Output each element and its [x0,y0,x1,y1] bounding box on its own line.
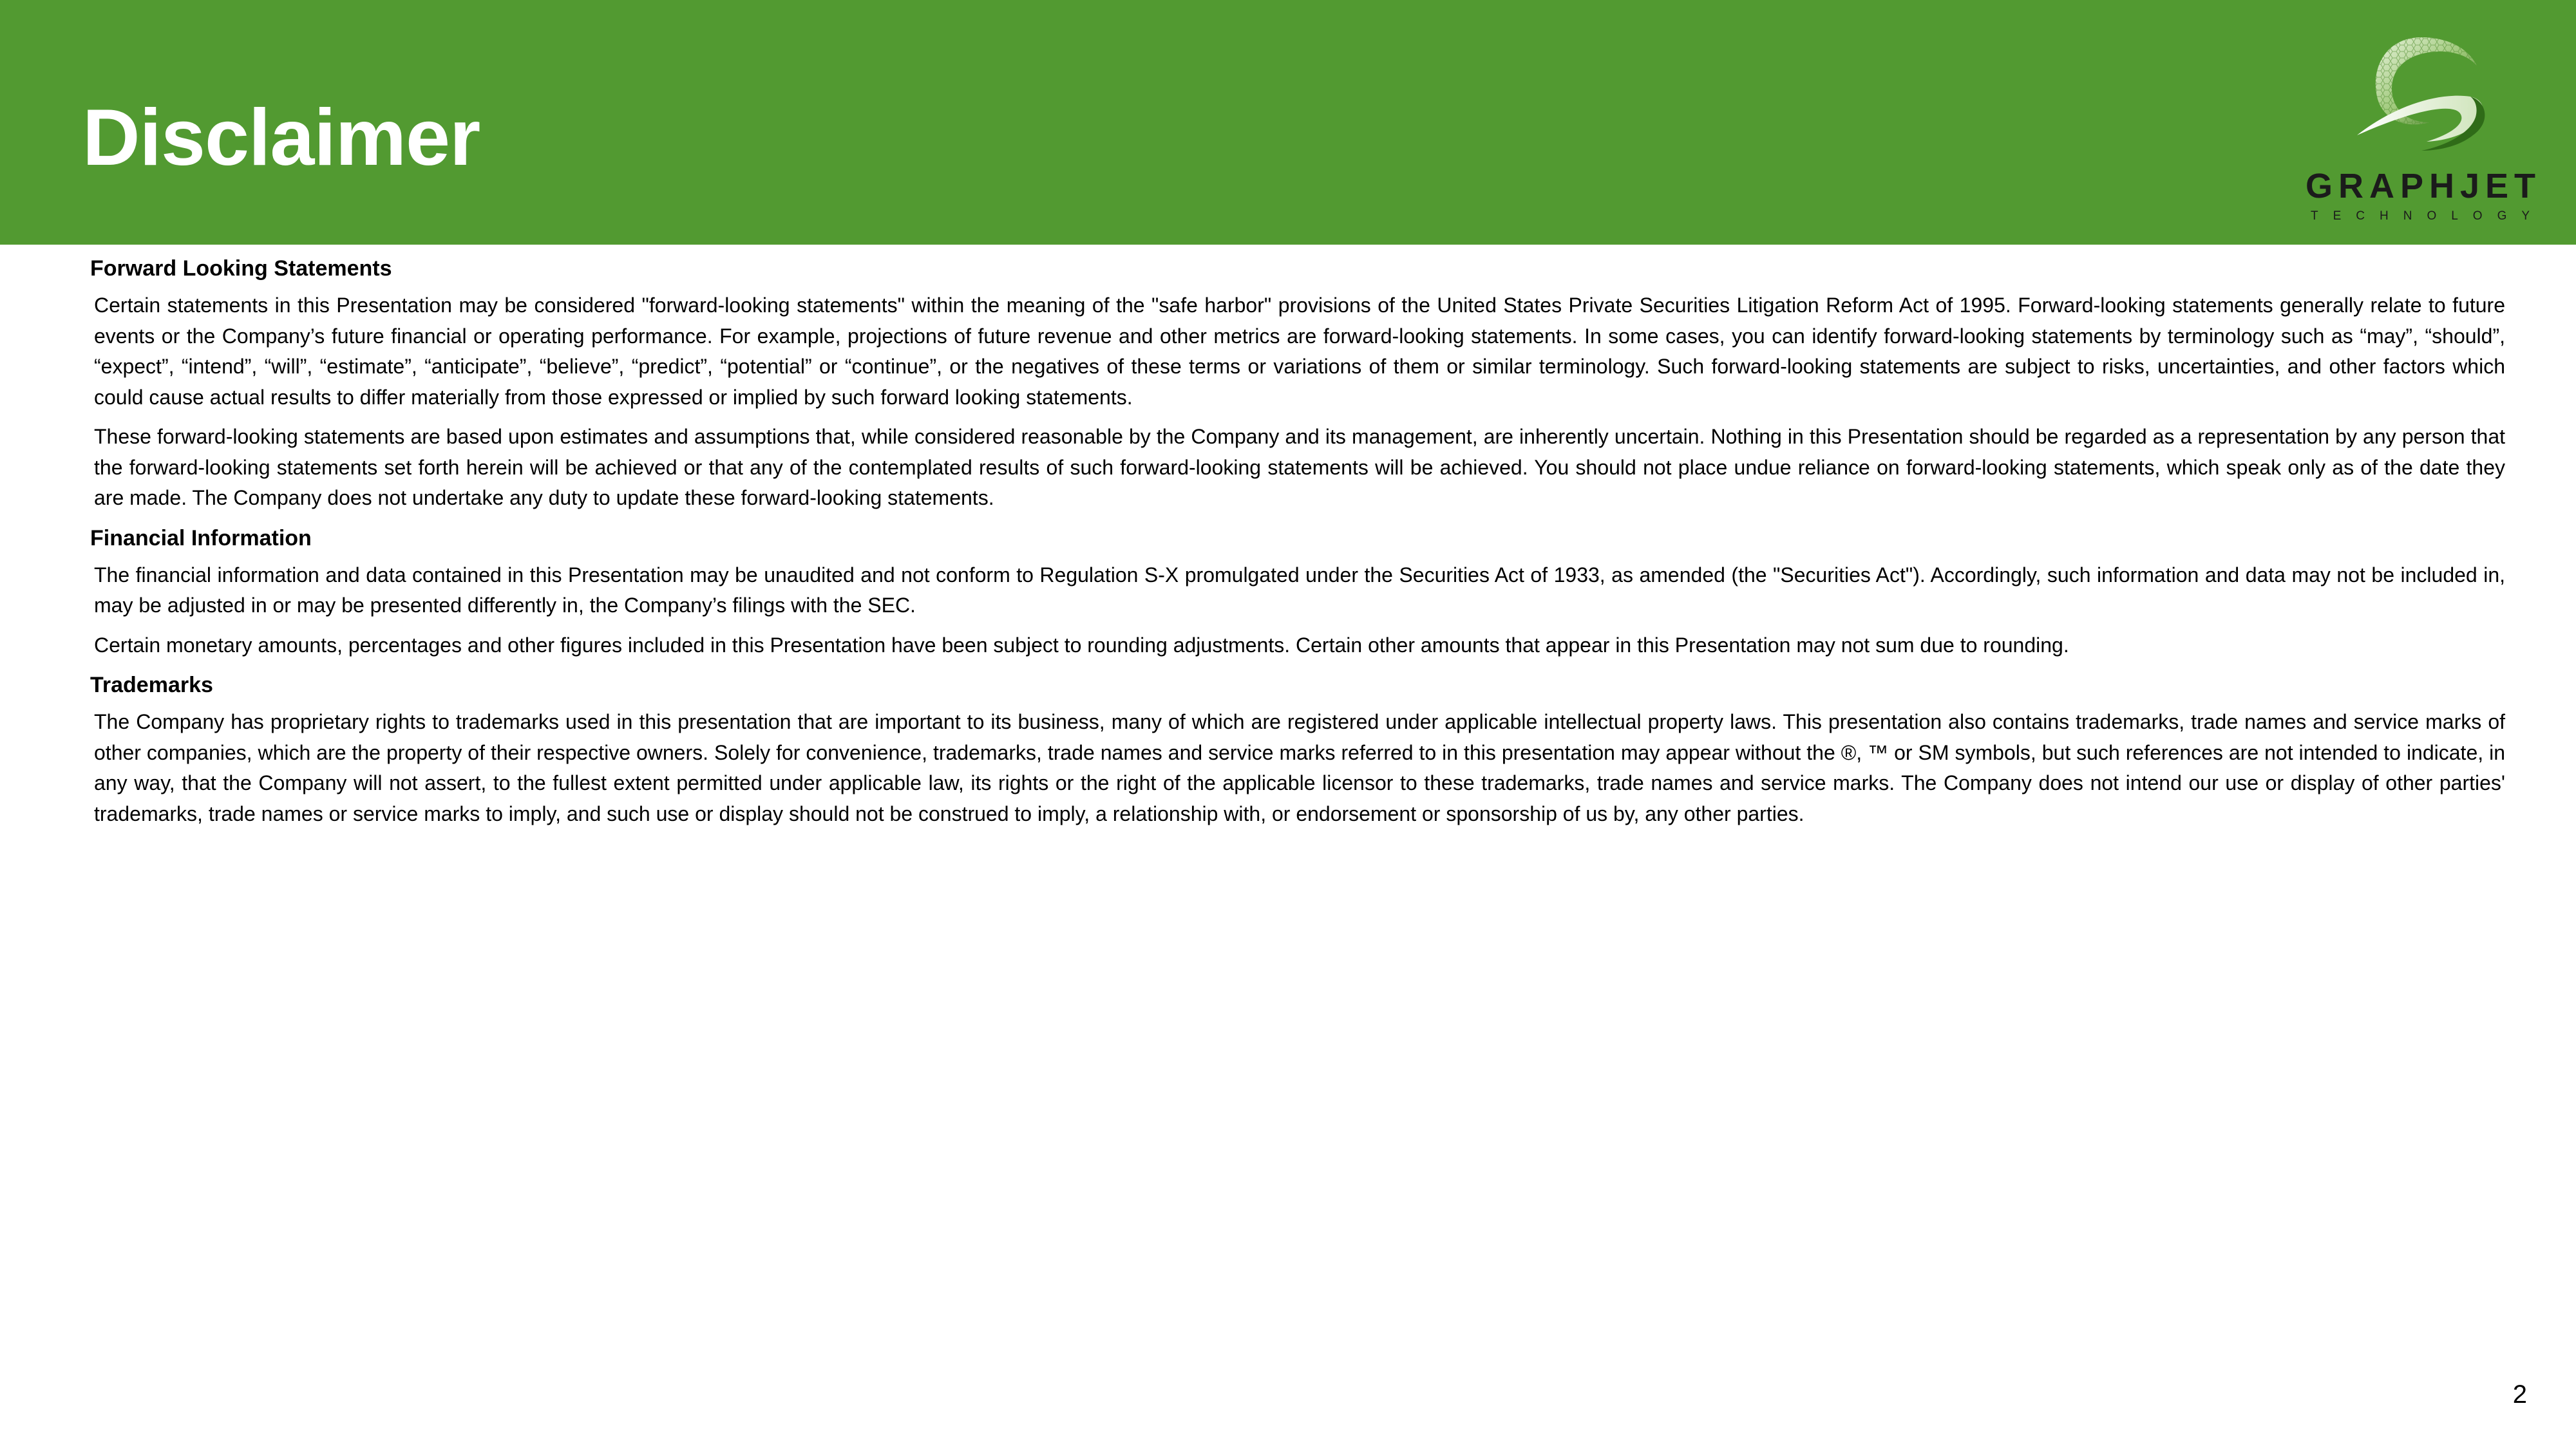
paragraph-forward-looking-2: These forward-looking statements are based upon estimates and assumptions that, while considered reasonable by the Company and its management, are inherently uncertain. Nothing in this Presentation should be regarded as a representation by any person that the forward-looking statements set forth herein will be achieved or that any of the contemplated results of such forward-looking statements will be achieved. You should not place undue reliance on forward-looking statements, which speak only as of the date they are made. The Company does not undertake any duty to update these forward-looking statements. [94,425,2505,509]
logo-wordmark: GRAPHJET [2306,167,2542,205]
graphjet-swoosh-logo-icon [2344,32,2499,161]
section-heading-trademarks: Trademarks [90,673,213,697]
paragraph-financial-information-2: Certain monetary amounts, percentages and other figures included in this Presentation have been subject to rounding adjustments. Certain other amounts that appear in this Presentation may not sum due to rounding. [94,633,2069,657]
section-heading-forward-looking: Forward Looking Statements [90,256,392,281]
company-logo [2306,32,2545,232]
paragraph-forward-looking-1: Certain statements in this Presentation may be considered "forward-looking statements" within the meaning of the "safe harbor" provisions of the United States Private Securities Litigation Reform Act of 1995. Forward-looking statements generally relate to future events or the Company’s future financial or operating performance. For example, projections of future revenue and other metrics are forward-looking statements. In some cases, you can identify forward-looking statements by terminology such as “may”, “should”, “expect”, “intend”, “will”, “estimate”, “anticipate”, “believe”, “predict”, “potential” or “continue”, or the negatives of these terms or variations of them or similar terminology. Such forward-looking statements are subject to risks, uncertainties, and other factors which could cause actual results to differ materially from those expressed or implied by such forward looking statements. [94,294,2505,409]
page-number: 2 [2512,1380,2527,1409]
section-heading-financial-information: Financial Information [90,525,312,550]
disclaimer-content [90,253,2505,838]
page-title: Disclaimer [82,93,480,182]
paragraph-financial-information-1: The financial information and data contained in this Presentation may be unaudited and not conform to Regulation S-X promulgated under the Securities Act of 1933, as amended (the "Securities Act"). Accordingly, such information and data may not be included in, may be adjusted in or may be presented differently in, the Company’s filings with the SEC. [94,563,2505,617]
logo-subtitle: TECHNOLOGY [2311,209,2545,223]
paragraph-trademarks-1: The Company has proprietary rights to trademarks used in this presentation that are important to its business, many of which are registered under applicable intellectual property laws. This presentation also contains trademarks, trade names and service marks of other companies, which are the property of their respective owners. Solely for convenience, trademarks, trade names and service marks referred to in this presentation may appear without the ®, ™ or SM symbols, but such references are not intended to indicate, in any way, that the Company will not assert, to the fullest extent permitted under applicable law, its rights or the right of the applicable licensor to these trademarks, trade names and service marks. The Company does not intend our use or display of other parties' trademarks, trade names or service marks to imply, and such use or display should not be construed to imply, a relationship with, or endorsement or sponsorship of us by, any other parties. [94,710,2505,825]
header-bar [0,0,2576,245]
